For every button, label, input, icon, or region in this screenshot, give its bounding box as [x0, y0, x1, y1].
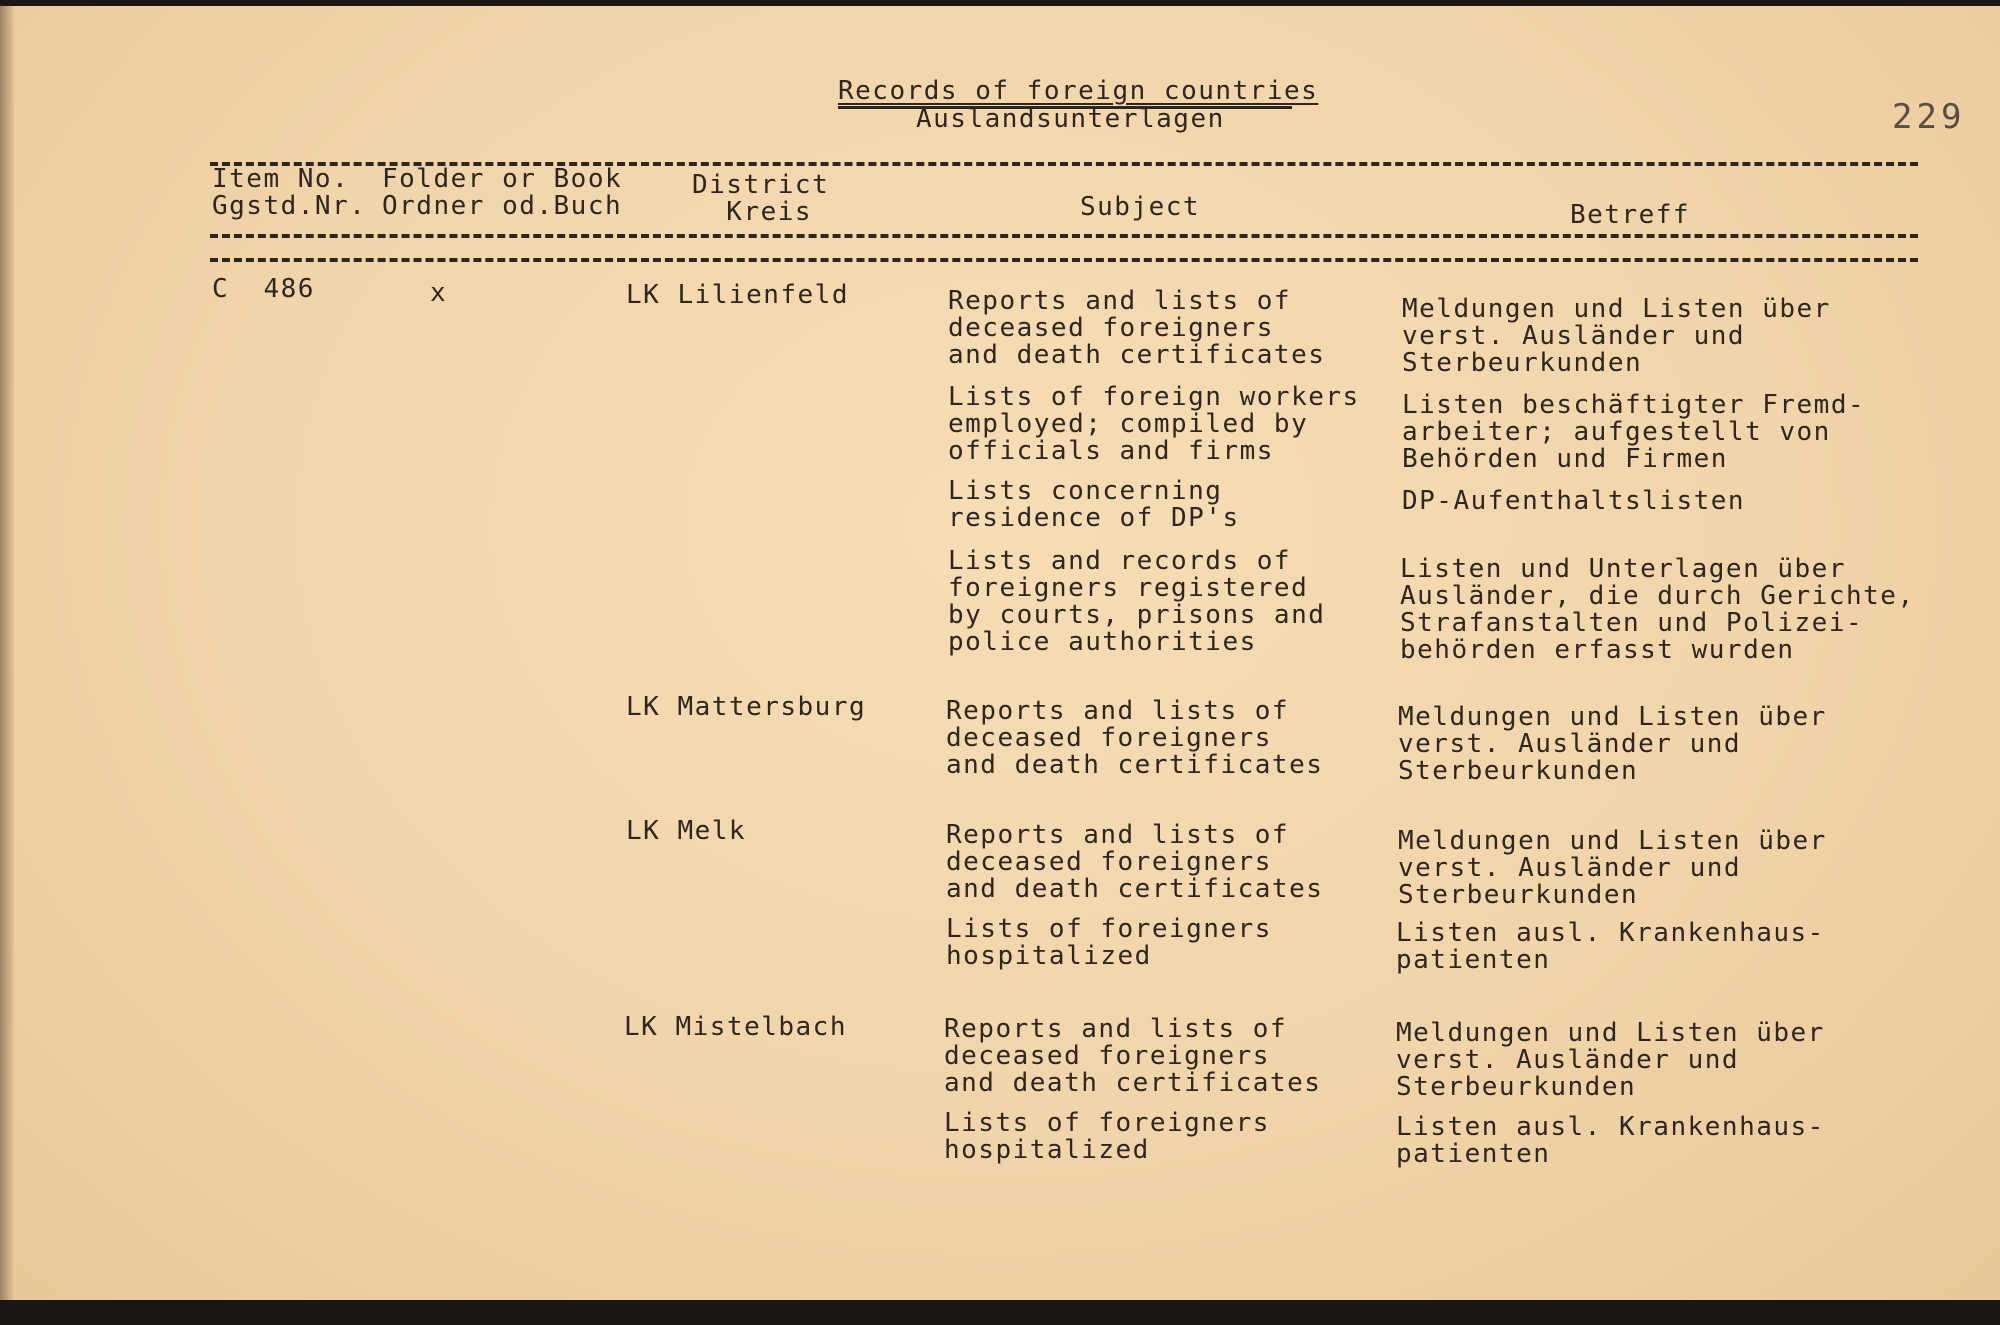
page-subtitle: Auslandsunterlagen	[916, 104, 1225, 134]
betreff-cell: Listen ausl. Krankenhaus- patienten	[1396, 918, 1825, 975]
subject-cell: Lists of foreigners hospitalized	[944, 1108, 1270, 1165]
header-district: District Kreis	[692, 170, 830, 227]
entry-folder: x	[430, 278, 448, 308]
district-cell: LK Melk	[626, 816, 747, 846]
header-item-no: Item No. Ggstd.Nr.	[212, 164, 367, 221]
subject-cell: Reports and lists of deceased foreigners and death certificates	[948, 286, 1326, 370]
betreff-cell: Listen und Unterlagen über Ausländer, die durch Gerichte, Strafanstalten und Polizei- behörden erfasst wurden	[1400, 554, 1915, 665]
district-cell: LK Mistelbach	[624, 1012, 847, 1042]
district-cell: LK Lilienfeld	[626, 280, 849, 310]
entry-item-no: C 486	[212, 274, 315, 304]
betreff-cell: Meldungen und Listen über verst. Ausländer und Sterbeurkunden	[1398, 702, 1827, 786]
betreff-cell: Meldungen und Listen über verst. Ausländer und Sterbeurkunden	[1398, 826, 1827, 910]
betreff-cell: Listen beschäftigter Fremd- arbeiter; aufgestellt von Behörden und Firmen	[1402, 390, 1866, 474]
header-folder: Folder or Book Ordner od.Buch	[382, 164, 623, 221]
subject-cell: Lists of foreigners hospitalized	[946, 914, 1272, 971]
subject-cell: Lists and records of foreigners registered by courts, prisons and police authorities	[948, 546, 1326, 657]
subject-cell: Reports and lists of deceased foreigners and death certificates	[946, 696, 1324, 780]
header-subject: Subject	[1080, 192, 1201, 222]
subject-cell: Reports and lists of deceased foreigners and death certificates	[944, 1014, 1322, 1098]
betreff-cell: Meldungen und Listen über verst. Ausländer und Sterbeurkunden	[1396, 1018, 1825, 1102]
district-cell: LK Mattersburg	[626, 692, 867, 722]
subject-cell: Lists of foreign workers employed; compiled by officials and firms	[948, 382, 1360, 466]
header-rule-bottom	[210, 258, 1918, 262]
header-betreff: Betreff	[1570, 200, 1691, 230]
page-number: 229	[1892, 97, 1966, 137]
betreff-cell: Listen ausl. Krankenhaus- patienten	[1396, 1112, 1825, 1169]
header-rule-mid	[210, 234, 1918, 238]
scan-edge	[0, 1300, 2000, 1325]
betreff-cell: Meldungen und Listen über verst. Ausländer und Sterbeurkunden	[1402, 294, 1831, 378]
betreff-cell: DP-Aufenthaltslisten	[1402, 486, 1746, 516]
document-page	[0, 6, 2000, 1306]
page-title: Records of foreign countries	[838, 76, 1319, 106]
subject-cell: Reports and lists of deceased foreigners and death certificates	[946, 820, 1324, 904]
subject-cell: Lists concerning residence of DP's	[948, 476, 1240, 533]
